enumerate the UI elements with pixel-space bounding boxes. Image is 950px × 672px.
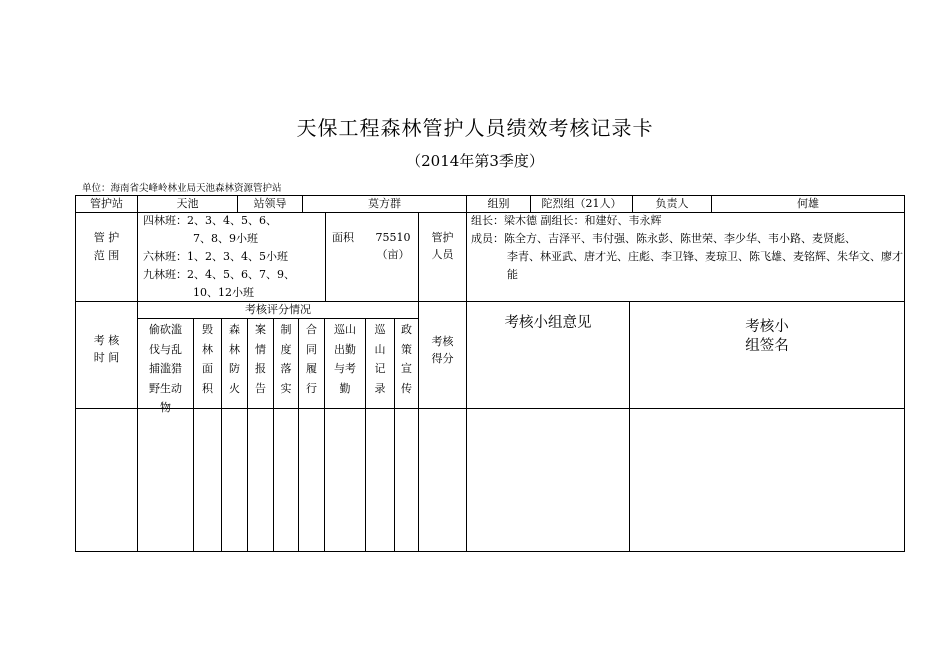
group-leaders: 组长：梁木德 副组长：和建好、韦永辉: [471, 214, 662, 227]
col4-line: 情: [255, 342, 266, 356]
col2-line: 毁: [202, 323, 213, 336]
col5-line: 落: [280, 362, 292, 375]
col4-line: 案: [255, 323, 266, 336]
area-unit: （亩）: [376, 248, 410, 261]
col2-line: 林: [202, 342, 213, 356]
col-case-report: [248, 320, 273, 398]
col9-line: 宣: [401, 362, 412, 375]
col3-line: 防: [229, 362, 240, 375]
score-label-1: 考核: [431, 335, 454, 348]
col9-line: 政: [401, 323, 412, 336]
col9-line: 策: [401, 342, 412, 356]
col-contract: [299, 320, 324, 398]
unit-label: 单位：海南省尖峰岭林业局天池森林资源管护站: [82, 183, 282, 194]
group-value: 陀烈组（21人）: [541, 197, 622, 210]
station-value: 天池: [176, 197, 199, 210]
time-label-2: 时 间: [93, 351, 120, 364]
col8-line: 记: [374, 362, 386, 375]
page-subtitle: （2014年第3季度）: [406, 152, 544, 170]
col9-line: 传: [401, 381, 412, 395]
col3-line: 火: [229, 381, 240, 395]
scope-line-1: 四林班：2、3、4、5、6、: [143, 214, 277, 227]
col1-line: 野生动: [149, 381, 182, 395]
score-header: 考核评分情况: [245, 303, 311, 316]
scope-line-5: 10、12小班: [193, 286, 254, 299]
area-label: 面积: [332, 231, 354, 244]
group-sign-label-1: 考核小: [745, 319, 789, 335]
col-illegal-logging: [138, 320, 193, 418]
col3-line: 森: [229, 323, 240, 336]
group-sign-label-2: 组签名: [745, 338, 789, 354]
col7-line: 出勤: [334, 342, 356, 356]
station-label: 管护站: [90, 197, 123, 210]
col6-line: 合: [306, 323, 317, 336]
area-value: 75510: [375, 231, 411, 244]
col1-line: 捕滥猎: [149, 362, 182, 375]
col-patrol-attendance: [325, 320, 365, 398]
col-forest-damage: [194, 320, 221, 398]
col-policy: [395, 320, 418, 398]
col4-line: 报: [255, 362, 266, 375]
col-patrol-record: [366, 320, 394, 398]
col6-line: 同: [306, 342, 317, 356]
staff-label-2: 人员: [431, 248, 454, 261]
col8-line: 山: [374, 342, 386, 356]
col8-line: 巡: [374, 323, 386, 336]
scope-label-2: 范 围: [93, 249, 120, 262]
charge-value: 何雄: [797, 197, 819, 210]
col2-line: 面: [202, 362, 213, 375]
col7-line: 巡山: [334, 323, 356, 336]
scope-label-1: 管 护: [93, 231, 120, 244]
col4-line: 告: [255, 381, 266, 395]
group-opinion-label: 考核小组意见: [504, 315, 592, 331]
col2-line: 积: [202, 381, 213, 395]
col5-line: 度: [280, 342, 292, 356]
leader-label: 站领导: [253, 197, 287, 210]
group-members-3: 能: [507, 268, 518, 281]
group-members-2: 李青、林亚武、唐才光、庄彪、李卫锋、麦琼卫、陈飞雄、麦铭辉、朱华文、廖才: [507, 250, 903, 263]
col1-line: 伐与乱: [149, 342, 182, 356]
charge-label: 负责人: [655, 197, 689, 210]
col-fire-prevention: [222, 320, 247, 398]
scope-line-3: 六林班：1、2、3、4、5小班: [143, 250, 288, 263]
col1-line: 物: [160, 401, 171, 414]
scope-line-2: 7、8、9小班: [193, 232, 258, 245]
score-label-2: 得分: [431, 352, 454, 365]
col5-line: 实: [280, 381, 292, 395]
col3-line: 林: [229, 342, 240, 356]
page-title: 天保工程森林管护人员绩效考核记录卡: [296, 116, 654, 140]
time-label-1: 考 核: [93, 334, 120, 347]
col6-line: 行: [306, 381, 317, 395]
group-members-1: 成员：陈全方、吉泽平、韦付强、陈永彭、陈世荣、李少华、韦小路、麦贤彪、: [471, 232, 856, 245]
col1-line: 偷砍滥: [149, 323, 182, 336]
leader-value: 莫方群: [368, 197, 401, 210]
col6-line: 履: [306, 362, 317, 375]
col5-line: 制: [280, 323, 292, 336]
col8-line: 录: [374, 381, 386, 395]
col7-line: 与考: [334, 362, 356, 375]
col7-line: 勤: [339, 381, 351, 395]
staff-label-1: 管护: [431, 231, 454, 244]
group-label: 组别: [487, 197, 510, 210]
col-rules: [274, 320, 298, 398]
scope-line-4: 九林班：2、4、5、6、7、9、: [143, 268, 295, 281]
